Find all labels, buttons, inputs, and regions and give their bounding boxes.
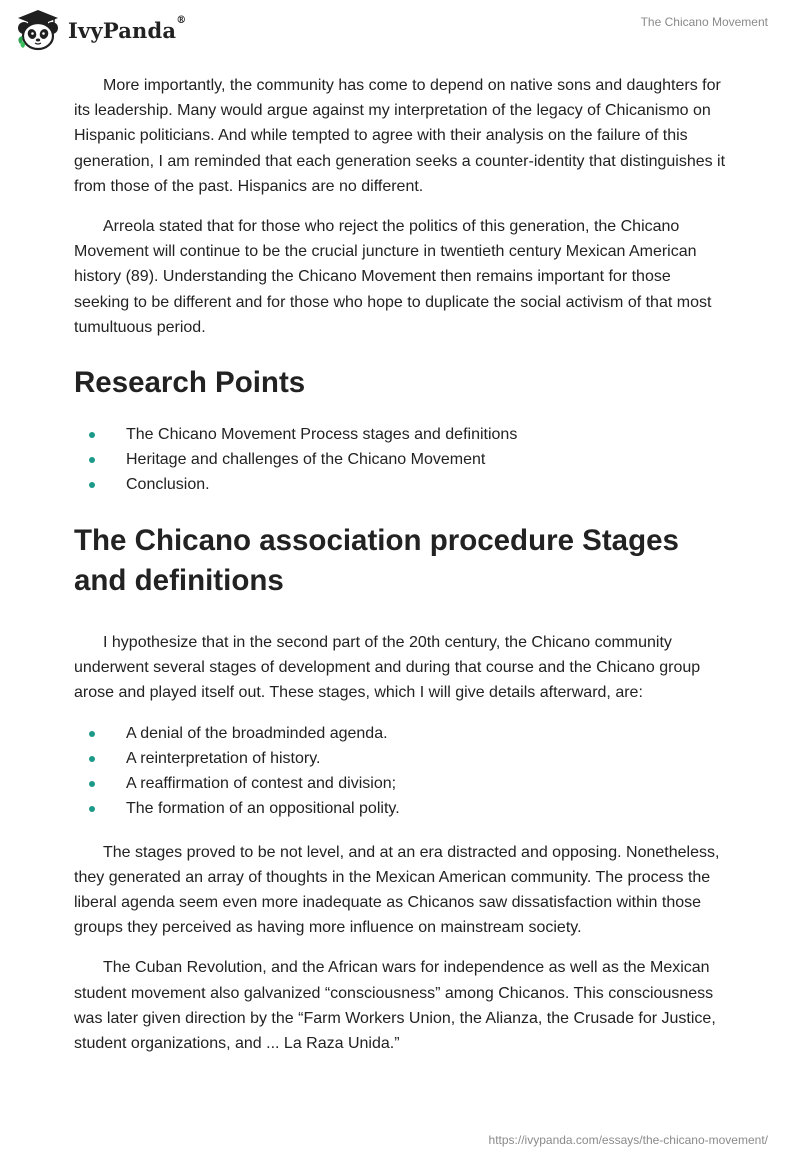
- bullet-dot-icon: [89, 482, 95, 488]
- list-item: [74, 746, 726, 771]
- list-item-text: A reinterpretation of history.: [126, 749, 321, 767]
- list-item-text: A reaffirmation of contest and division;: [126, 774, 397, 792]
- paragraph-stages-uneven: The stages proved to be not level, and at an era distracted and opposing. Nonetheless, they generated an array of thoughts in the Mexican American community. The process the liberal agenda seem even more inadequate as Chicanos saw dissatisfaction within those groups they perceived as having more influence on mainstream society.: [74, 843, 720, 937]
- list-item: [74, 472, 726, 497]
- bullet-dot-icon: [89, 457, 95, 463]
- ivypanda-logo[interactable]: [14, 8, 186, 52]
- brand-name: IvyPanda®: [68, 14, 187, 43]
- stages-list: [74, 721, 726, 821]
- list-item: [74, 771, 726, 796]
- list-item-text: The formation of an oppositional polity.: [126, 799, 400, 817]
- heading-research-points: Research Points: [74, 366, 306, 400]
- paragraph-cuban-revolution: The Cuban Revolution, and the African wars for independence as well as the Mexican student movement also galvanized “consciousness” among Chicanos. This consciousness was later given direction by the “Farm Workers Union, the Alianza, the Crusade for Justice, student organizations, and ... La Raza Unida.”: [74, 959, 716, 1053]
- bullet-dot-icon: [89, 756, 95, 762]
- page-header: [0, 0, 800, 60]
- bullet-dot-icon: [89, 731, 95, 737]
- document-title: The Chicano Movement: [640, 15, 768, 29]
- panda-mascot-icon: [14, 8, 62, 52]
- bullet-dot-icon: [89, 432, 95, 438]
- paragraph-hypothesis: I hypothesize that in the second part of the 20th century, the Chicano community underwent several stages of development and during that course and the Chicano group arose and played itself out. These stages, which I will give details afterward, are:: [74, 634, 701, 702]
- list-item: [74, 796, 726, 821]
- list-item-text: Heritage and challenges of the Chicano Movement: [126, 451, 486, 469]
- list-item-text: Conclusion.: [126, 476, 210, 494]
- registered-mark: ®: [176, 14, 187, 26]
- paragraph-leadership: More importantly, the community has come to depend on native sons and daughters for its leadership. Many would argue against my interpretation of the legacy of Chicanismo on Hispanic politicians. And while tempted to agree with their analysis on the failure of this generation, I am reminded that each generation seeks a counter-identity that distinguishes it from those of the past. Hispanics are no different.: [74, 77, 726, 195]
- bullet-dot-icon: [89, 806, 95, 812]
- research-points-list: [74, 422, 726, 497]
- list-item-text: The Chicano Movement Process stages and definitions: [126, 426, 518, 444]
- list-item-text: A denial of the broadminded agenda.: [126, 724, 388, 742]
- list-item: [74, 447, 726, 472]
- paragraph-arreola: Arreola stated that for those who reject the politics of this generation, the Chicano Movement will continue to be the crucial juncture in twentieth century Mexican American history (89). Understanding the Chicano Movement then remains important for those seeking to be different and for those who hope to duplicate the social activism of that most tumultuous period.: [74, 218, 712, 336]
- source-url-link[interactable]: https://ivypanda.com/essays/the-chicano-movement/: [488, 1133, 768, 1147]
- essay-content: [74, 73, 726, 1071]
- heading-stages-definitions: The Chicano association procedure Stages and definitions: [74, 524, 679, 598]
- list-item: [74, 422, 726, 447]
- bullet-dot-icon: [89, 781, 95, 787]
- list-item: [74, 721, 726, 746]
